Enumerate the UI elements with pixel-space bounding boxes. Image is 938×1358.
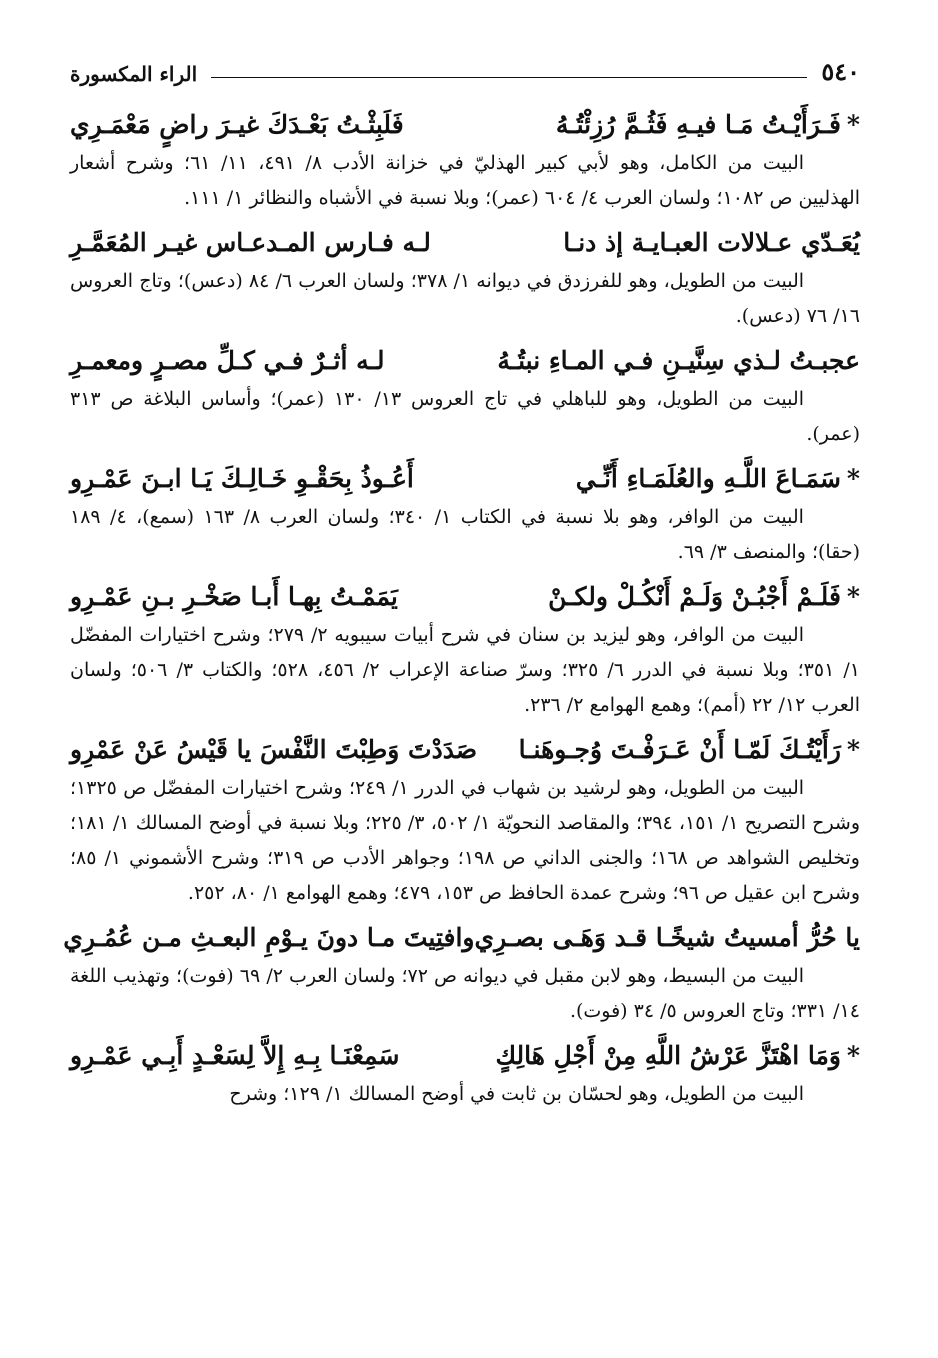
star-marker: *	[846, 735, 860, 764]
page-header	[70, 52, 860, 86]
citation-note: البيت من الطويل، وهو لحسّان بن ثابت في أوضح المسالك ١/ ١٢٩؛ وشرح	[229, 1083, 804, 1105]
citation-note: البيت من الكامل، وهو لأبي كبير الهذليّ في خزانة الأدب ٨/ ٤٩١، ١١/ ٦١؛ وشرح أشعار الهذليين ص ١٠٨٢؛ ولسان العرب ٤/ ٦٠٤ (عمر)؛ وبلا نسبة في الأشباه والنظائر ١/ ١١١.	[70, 152, 860, 209]
verse	[70, 1037, 860, 1075]
verse	[63, 919, 860, 957]
verse-second-hemistich: أَعُـوذُ بِحَقْـوِ خَـالِـكَ يَـا ابـنَ عَمْـرِو	[70, 464, 414, 493]
verse-second-hemistich: لـه فـارس المـدعـاس غيـر المُعَمَّـرِ	[70, 228, 431, 257]
citation-note: البيت من الوافر، وهو ليزيد بن سنان في شرح أبيات سيبويه ٢/ ٢٧٩؛ وشرح اختيارات المفضّل ١/ ٣٥١؛ وبلا نسبة في الدرر ٦/ ٣٢٥؛ وسرّ صناعة الإعراب ٢/ ٤٥٦، ٥٢٨؛ والكتاب ٣/ ٥٠٦؛ ولسان العرب ١٢/ ٢٢ (أمم)؛ وهمع الهوامع ٢/ ٢٣٦.	[70, 624, 860, 716]
citation-note: البيت من الطويل، وهو للفرزدق في ديوانه ١/ ٣٧٨؛ ولسان العرب ٦/ ٨٤ (دعس)؛ وتاج العروس ١٦/ ٧٦ (دعس).	[70, 270, 860, 327]
verse	[70, 224, 860, 262]
verse-first-hemistich: وَمَا اهْتَزَّ عَرْشُ اللَّهِ مِنْ أَجْلِ هَالِكٍ	[495, 1041, 841, 1070]
verse-first-hemistich: سَمَـاعَ اللَّـهِ والعُلَمَـاءِ أَنِّـي	[575, 464, 841, 493]
verse-second-hemistich: وافتِيتَ مـا دونَ يـوْمِ البعـثِ مـن عُمُـرِي	[63, 923, 475, 952]
entry-7	[63, 919, 860, 1029]
verse-first-hemistich: يُعَـدّي عـلالات العبـايـة إذ دنـا	[563, 228, 860, 257]
entry-2	[70, 224, 860, 334]
citation-note: البيت من الطويل، وهو لرشيد بن شهاب في الدرر ١/ ٢٤٩؛ وشرح اختيارات المفضّل ص ١٣٢٥؛ وشرح التصريح ١/ ١٥١، ٣٩٤؛ والمقاصد النحويّة ١/ ٥٠٢، ٣/ ٢٢٥؛ وبلا نسبة في أوضح المسالك ١/ ١٨١؛ وتخليص الشواهد ص ١٦٨؛ والجنى الداني ص ١٩٨؛ وجواهر الأدب ص ٣١٩؛ وشرح الأشموني ١/ ٨٥؛ وشرح ابن عقيل ص ٩٦؛ وشرح عمدة الحافظ ص ١٥٣، ٤٧٩؛ وهمع الهوامع ١/ ٨٠، ٢٥٢.	[70, 777, 861, 904]
verse	[70, 731, 860, 769]
header-rule	[211, 77, 807, 78]
verse-first-hemistich: فَـرَأَيْـتُ مَـا فيـهِ فَثُـمَّ رُزِئْتُـهُ	[555, 110, 841, 139]
citation-note: البيت من الوافر، وهو بلا نسبة في الكتاب ١/ ٣٤٠؛ ولسان العرب ٨/ ١٦٣ (سمع)، ٤/ ١٨٩ (حقا)؛ والمنصف ٣/ ٦٩.	[70, 506, 860, 563]
star-marker: *	[846, 1041, 860, 1070]
running-title: الراء المكسورة	[70, 62, 198, 86]
entry-5	[70, 578, 860, 723]
citation-note: البيت من الطويل، وهو للباهلي في تاج العروس ١٣/ ١٣٠ (عمر)؛ وأساس البلاغة ص ٣١٣ (عمر).	[70, 388, 860, 445]
page-number: ٥٤٠	[821, 57, 860, 86]
verse-first-hemistich: رَأَيْتُـكَ لَمّـا أَنْ عَـرَفْـتَ وُجـوهَنـا	[518, 735, 841, 764]
star-marker: *	[846, 110, 860, 139]
verse	[70, 342, 860, 380]
entry-3	[70, 342, 860, 452]
entry-4	[70, 460, 860, 570]
star-marker: *	[846, 464, 860, 493]
verse	[70, 460, 860, 498]
verse-second-hemistich: صَدَدْتَ وَطِبْتَ النَّفْسَ يا قَيْسُ عَنْ عَمْرِو	[70, 735, 478, 764]
entry-6	[70, 731, 860, 911]
verse	[70, 106, 860, 144]
verse-second-hemistich: فَلَبِثْـتُ بَعْـدَكَ غيـرَ راضٍ مَعْمَـرِي	[70, 110, 404, 139]
verse-second-hemistich: سَمِعْنَـا بِـهِ إِلاَّ لِسَعْـدٍ أَبِـي عَمْـرِو	[70, 1041, 400, 1070]
entry-8	[70, 1037, 860, 1112]
citation-note: البيت من البسيط، وهو لابن مقبل في ديوانه ص ٧٢؛ ولسان العرب ٢/ ٦٩ (فوت)؛ وتهذيب اللغة ١٤/ ٣٣١؛ وتاج العروس ٥/ ٣٤ (فوت).	[70, 965, 860, 1022]
entry-1	[70, 106, 860, 216]
verse-second-hemistich: يَمَمْـتُ بِهـا أَبـا صَخْـرِ بـنِ عَمْـرِو	[70, 582, 398, 611]
verse-second-hemistich: لـه أثـرٌ فـي كـلِّ مصـرٍ ومعمـرِ	[70, 346, 385, 375]
verse-first-hemistich: عجبـتُ لـذي سِنَّيـنِ فـي المـاءِ نبتُـهُ	[497, 346, 860, 375]
verse	[70, 578, 860, 616]
verse-first-hemistich: فَلَـمْ أَجْبُـنْ وَلَـمْ أَنْكُـلْ ولكـنْ	[548, 582, 841, 611]
verse-first-hemistich: يا حُرُّ أمسيتُ شيخًـا قـد وَهَـى بصـرِي	[474, 923, 860, 952]
star-marker: *	[846, 582, 860, 611]
